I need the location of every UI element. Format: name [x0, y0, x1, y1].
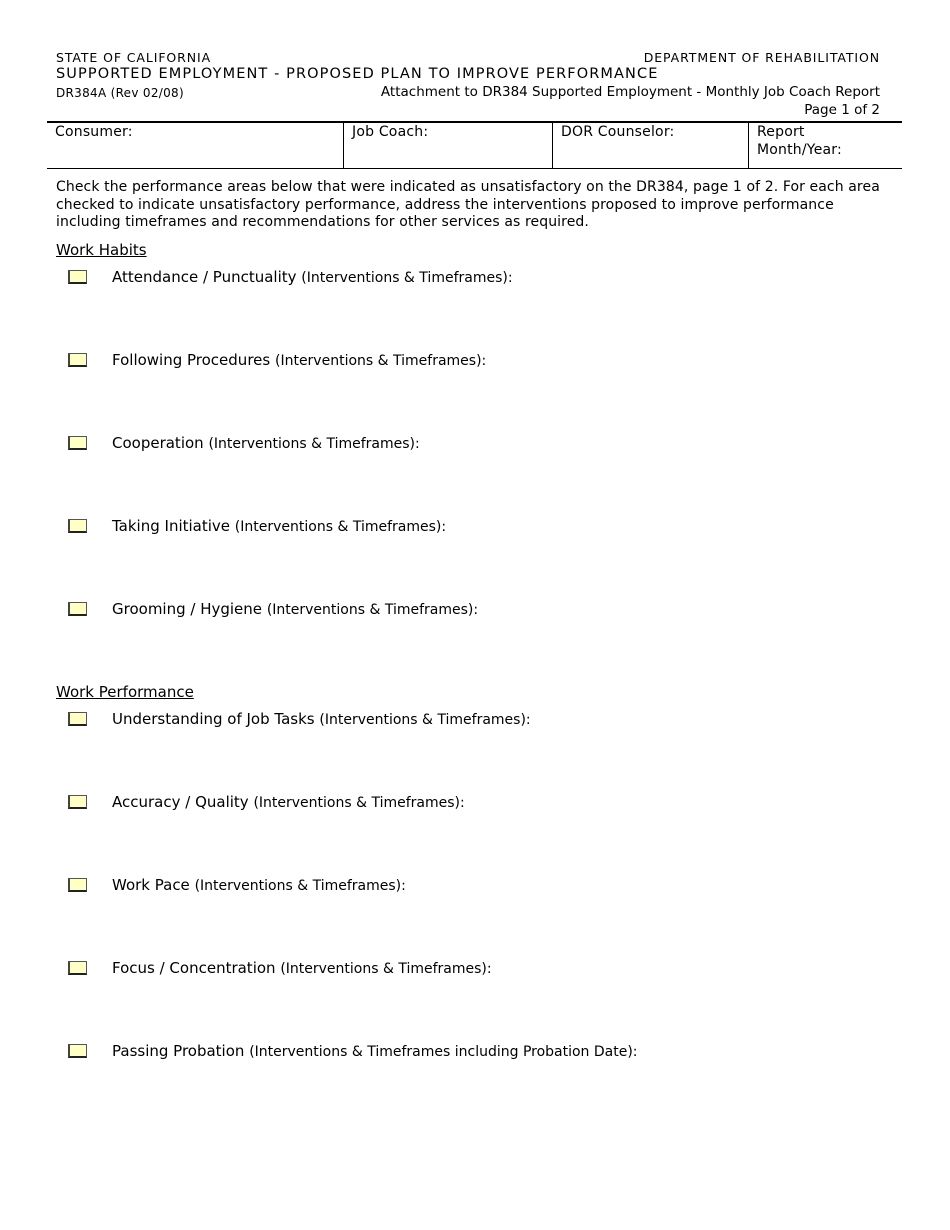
item-label: Grooming / Hygiene	[112, 600, 263, 618]
state-label: STATE OF CALIFORNIA	[56, 50, 212, 65]
checkbox-cooperation[interactable]	[68, 436, 87, 450]
item-hint: (Interventions & Timeframes):	[280, 961, 492, 977]
section-title-work-performance: Work Performance	[56, 683, 194, 701]
info-table	[47, 121, 902, 169]
item-hint: (Interventions & Timeframes):	[234, 519, 447, 535]
job-coach-label: Job Coach:	[352, 124, 429, 140]
form-number: DR384A (Rev 02/08)	[56, 86, 184, 100]
item-hint: (Interventions & Timeframes):	[301, 270, 513, 286]
item-label: Cooperation	[112, 434, 204, 452]
report-month-year-field[interactable]	[748, 123, 902, 168]
item-hint: (Interventions & Timeframes):	[194, 878, 406, 894]
report-month-year-label: Report Month/Year:	[757, 124, 842, 158]
attachment-label: Attachment to DR384 Supported Employment - Monthly Job Coach Report	[380, 84, 880, 100]
checkbox-grooming-hygiene[interactable]	[68, 602, 87, 616]
item-label: Work Pace	[112, 876, 190, 894]
item-focus-concentration	[112, 959, 492, 977]
item-work-pace	[112, 876, 406, 894]
department-label: DEPARTMENT OF REHABILITATION	[643, 50, 880, 65]
checkbox-passing-probation[interactable]	[68, 1044, 87, 1058]
consumer-field[interactable]	[47, 123, 343, 168]
item-label: Understanding of Job Tasks	[112, 710, 315, 728]
item-passing-probation	[112, 1042, 638, 1060]
item-hint: (Interventions & Timeframes):	[253, 795, 465, 811]
consumer-label: Consumer:	[55, 124, 133, 140]
item-label: Accuracy / Quality	[112, 793, 249, 811]
item-understanding-job-tasks	[112, 710, 531, 728]
item-label: Following Procedures	[112, 351, 271, 369]
item-label: Attendance / Punctuality	[112, 268, 297, 286]
checkbox-following-procedures[interactable]	[68, 353, 87, 367]
form-title: SUPPORTED EMPLOYMENT - PROPOSED PLAN TO IMPROVE PERFORMANCE	[56, 66, 659, 82]
item-hint: (Interventions & Timeframes including Probation Date):	[249, 1044, 638, 1060]
checkbox-focus-concentration[interactable]	[68, 961, 87, 975]
checkbox-work-pace[interactable]	[68, 878, 87, 892]
item-cooperation	[112, 434, 420, 452]
item-accuracy-quality	[112, 793, 465, 811]
item-label: Passing Probation	[112, 1042, 245, 1060]
dor-counselor-field[interactable]	[552, 123, 748, 168]
instructions: Check the performance areas below that were indicated as unsatisfactory on the DR384, page 1 of 2. For each area checked to indicate unsatisfactory performance, address the interventions proposed to improve performance including timeframes and recommendations for other services as required.	[56, 179, 880, 230]
checkbox-understanding-job-tasks[interactable]	[68, 712, 87, 726]
item-hint: (Interventions & Timeframes):	[266, 602, 479, 618]
item-hint: (Interventions & Timeframes):	[274, 353, 487, 369]
checkbox-accuracy-quality[interactable]	[68, 795, 87, 809]
item-hint: (Interventions & Timeframes):	[319, 712, 531, 728]
item-label: Focus / Concentration	[112, 959, 276, 977]
checkbox-taking-initiative[interactable]	[68, 519, 87, 533]
item-grooming-hygiene	[112, 600, 478, 618]
checkbox-attendance[interactable]	[68, 270, 87, 284]
section-title-work-habits: Work Habits	[56, 241, 147, 259]
item-label: Taking Initiative	[112, 517, 231, 535]
item-hint: (Interventions & Timeframes):	[208, 436, 420, 452]
item-taking-initiative	[112, 517, 446, 535]
page-number: Page 1 of 2	[804, 102, 880, 118]
item-attendance	[112, 268, 513, 286]
job-coach-field[interactable]	[343, 123, 552, 168]
item-following-procedures	[112, 351, 486, 369]
dor-counselor-label: DOR Counselor:	[561, 124, 675, 140]
